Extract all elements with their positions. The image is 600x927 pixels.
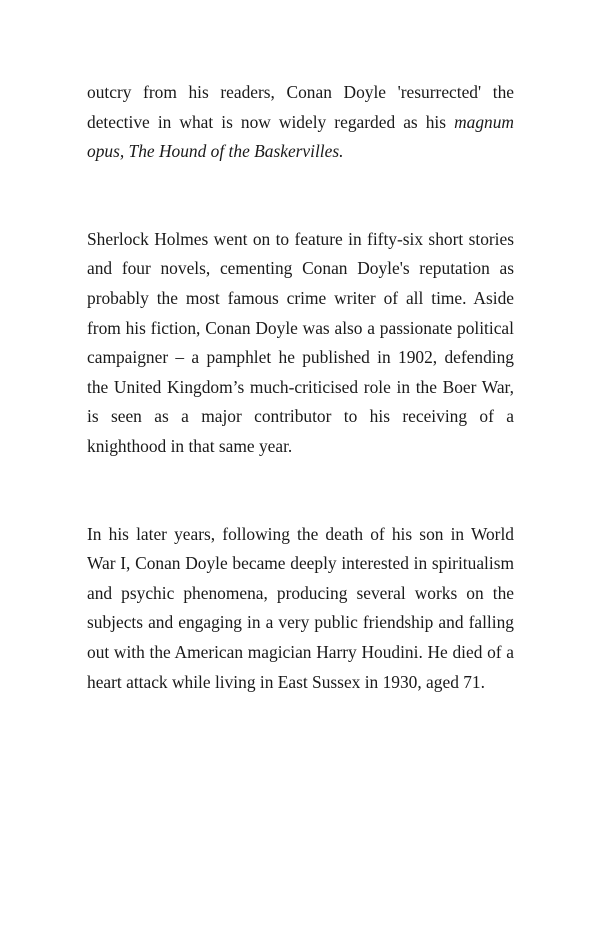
paragraph-text: outcry from his readers, Conan Doyle 'resurrected' the detective in what is now widely regarded as his bbox=[87, 82, 514, 132]
paragraph-later-years bbox=[87, 520, 514, 698]
paragraph-text: In his later years, following the death of his son in World War I, Conan Doyle became deeply interested in spiritualism and psychic phenomena, producing several works on the subjects and engaging in a very public friendship and falling out with the American magician Harry Houdini. He died of a heart attack while living in East Sussex in 1930, aged 71. bbox=[87, 523, 514, 692]
paragraph-resurrection bbox=[87, 78, 514, 167]
paragraph-text: Sherlock Holmes went on to feature in fifty-six short stories and four novels, cementing Conan Doyle's reputation as probably the most famous crime writer of all time. Aside from his fiction, Conan Doyle was also a passionate political campaigner – a pamphlet he published in 1902, defending the United Kingdom’s much-criticised role in the Boer War, is seen as a major contributor to his receiving of a knighthood in that same year. bbox=[87, 228, 514, 456]
page-body bbox=[87, 78, 514, 697]
book-title-italic: magnum opus, The Hound of the Baskervilles. bbox=[87, 111, 514, 162]
paragraph-career bbox=[87, 225, 514, 462]
